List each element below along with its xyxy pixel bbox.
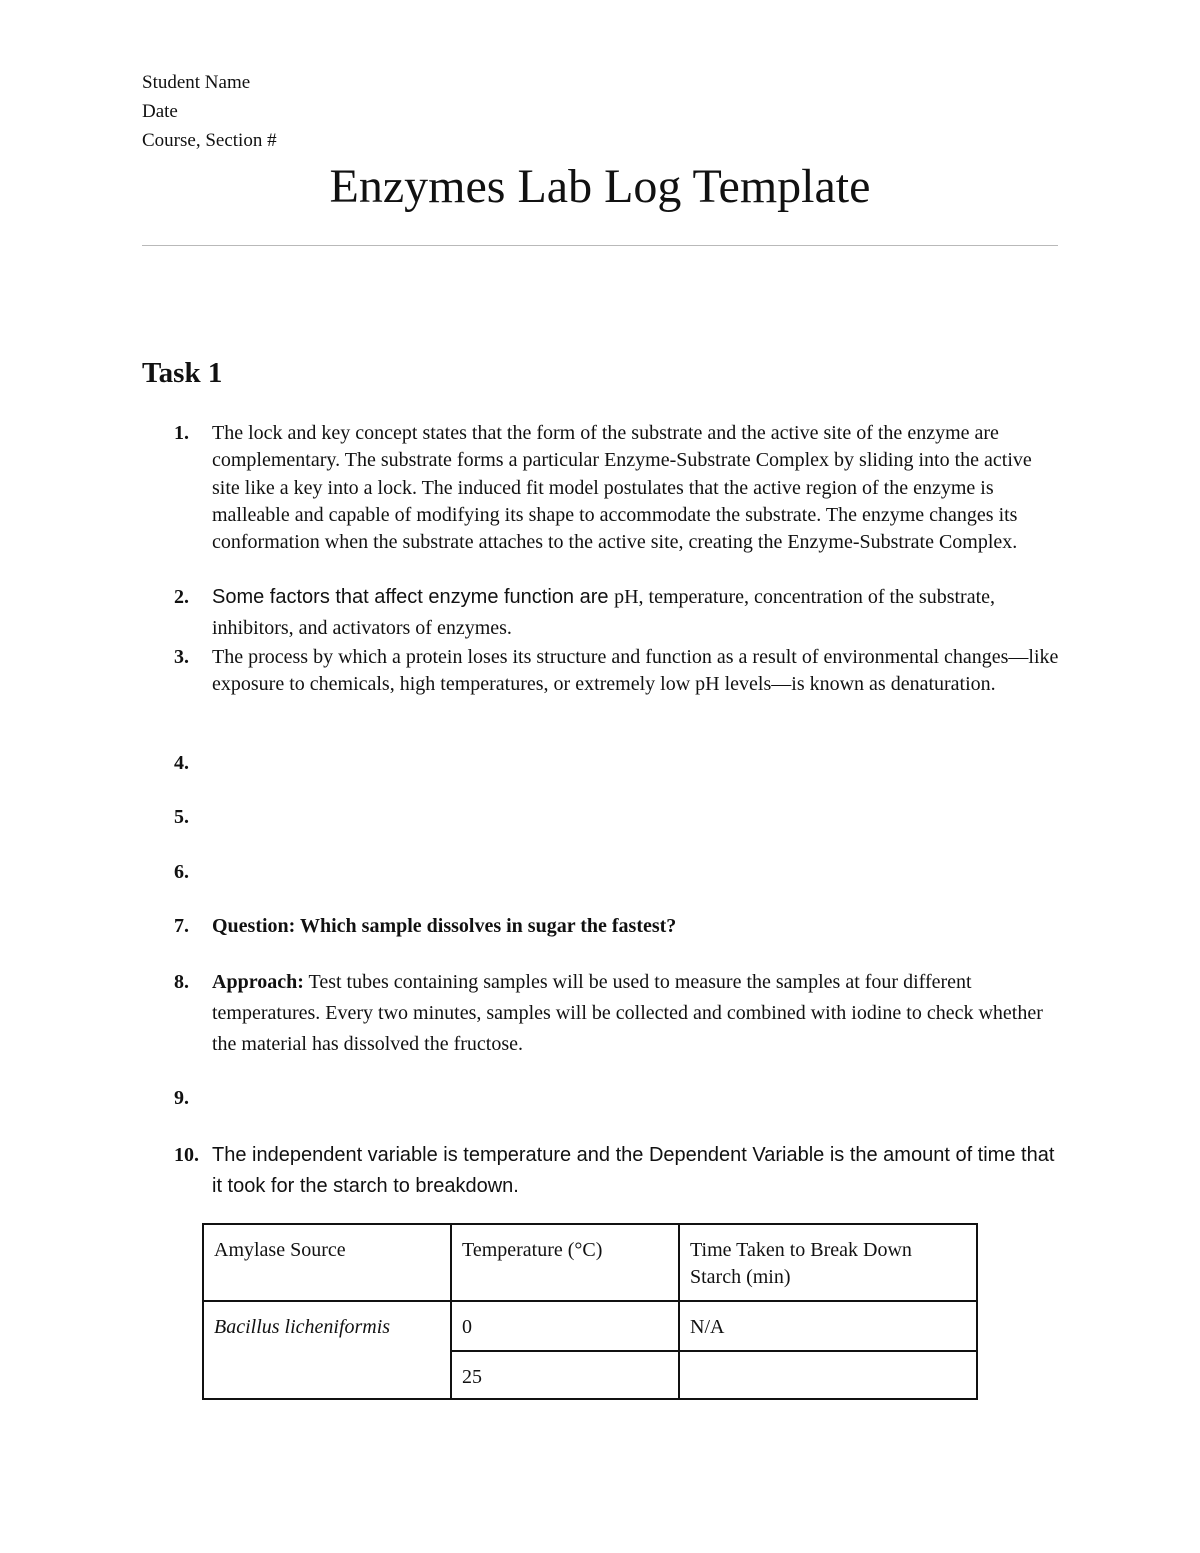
table-row: [203, 1301, 977, 1351]
course-section-line: Course, Section #: [142, 130, 277, 151]
item-number: 8.: [174, 971, 189, 993]
task-heading: Task 1: [142, 357, 223, 389]
item-number: 3.: [174, 646, 189, 668]
item-answer: [212, 582, 1062, 644]
title-divider: [142, 245, 1058, 246]
document-title: Enzymes Lab Log Template: [329, 160, 871, 213]
header-temperature: Temperature (°C): [451, 1224, 679, 1301]
item-number: 4.: [174, 752, 189, 774]
item-number: 9.: [174, 1087, 189, 1109]
approach-label: Approach:: [212, 971, 304, 993]
time-cell: N/A: [679, 1301, 977, 1351]
item-answer: [212, 967, 1062, 1060]
approach-text: Test tubes containing samples will be used to measure the samples at four different temperatures. Every two minutes, samples will be collected and combined with iodine to check whether the material has dissolved the fructose.: [212, 971, 1043, 1055]
item-answer-lead: Some factors that affect enzyme function are: [212, 586, 615, 608]
item-answer: The lock and key concept states that the form of the substrate and the active site of the enzyme are complementary. The substrate forms a particular Enzyme-Substrate Complex by sliding into the active site like a key into a lock. The induced fit model postulates that the active region of the enzyme is malleable and capable of modifying its shape to accommodate the substrate. The enzyme changes its conformation when the substrate attaches to the active site, creating the Enzyme-Substrate Complex.: [212, 422, 1032, 554]
temperature-cell: 0: [451, 1301, 679, 1351]
results-table: [202, 1223, 978, 1400]
amylase-source-cell: Bacillus licheniformis: [203, 1301, 451, 1399]
date-line: Date: [142, 101, 178, 122]
item-number: 1.: [174, 422, 189, 444]
item-answer-rest: pH, temperature, concentration of the substrate, inhibitors, and activators of enzymes.: [212, 586, 996, 639]
header-amylase-source: Amylase Source: [203, 1224, 451, 1301]
time-cell: [679, 1351, 977, 1399]
research-question: Question: Which sample dissolves in sugar the fastest?: [212, 915, 677, 937]
student-name-line: Student Name: [142, 72, 251, 93]
item-number: 5.: [174, 806, 189, 828]
item-number: 6.: [174, 861, 189, 883]
table-header-row: [203, 1224, 977, 1301]
item-answer: The independent variable is temperature and the Dependent Variable is the amount of time that it took for the starch to breakdown.: [212, 1144, 1055, 1197]
header-time-taken: Time Taken to Break Down Starch (min): [679, 1224, 977, 1301]
temperature-cell: 25: [451, 1351, 679, 1399]
item-answer: The process by which a protein loses its structure and function as a result of environmental changes—like exposure to chemicals, high temperatures, or extremely low pH levels—is known as denaturation.: [212, 646, 1059, 696]
item-number: 10.: [174, 1144, 199, 1166]
item-number: 2.: [174, 586, 189, 608]
item-number: 7.: [174, 915, 189, 937]
